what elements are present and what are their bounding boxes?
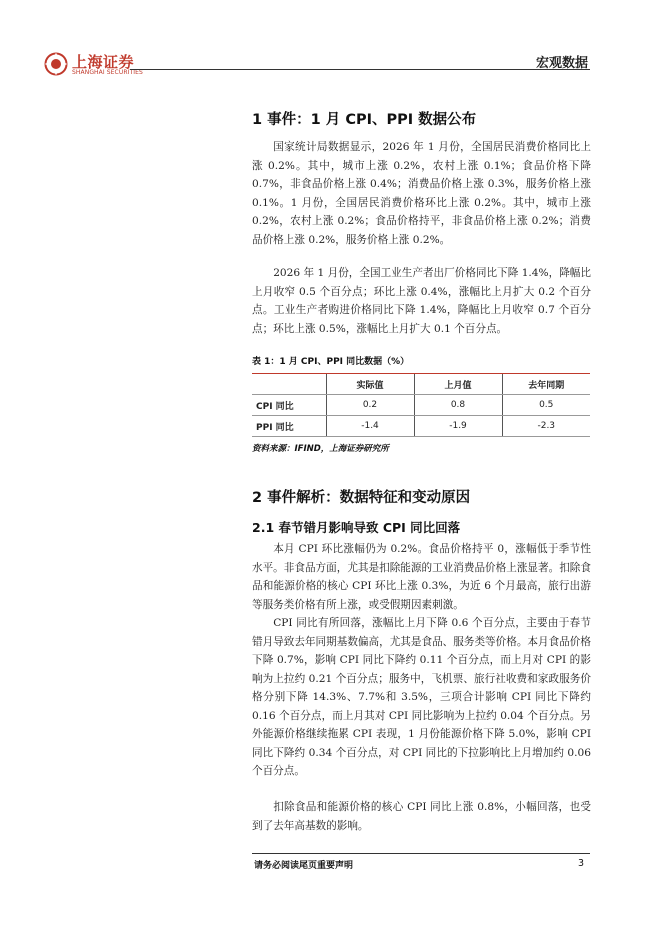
logo-english-name: SHANGHAI SECURITIES [72,69,143,76]
section-2-heading: 2 事件解析：数据特征和变动原因 [252,490,471,506]
section-1-heading: 1 事件：1 月 CPI、PPI 数据公布 [252,112,477,128]
header-divider [130,69,590,70]
disclaimer-note: 请务必阅读尾页重要声明 [254,861,354,871]
section-2-paragraph-2: CPI 同比有所回落，涨幅比上月下降 0.6 个百分点，主要由于春节错月导致去年同期基数偏高，尤其是食品、服务类等价格。本月食品价格下降 0.7%，影响 CPI 同比下降约 0.11 个百分点，而上月对 CPI 的影响为上拉约 0.21 个百分点；服务中，飞机票、旅行社收费和家政服务价格分别下降 14.3%、7.7%和 3.5%，三项合计影响 CPI 同比下降约 0.16 个百分点，而上月其对 CPI 同比影响为上拉约 0.04 个百分点。另外能源价格继续拖累 CPI 表现，1 月份能源价格下降 5.0%，影响 CPI 同比下降约 0.34 个百分点，对 CPI 同比的下拉影响比上月增加约 0.06 个百分点。 [252,617,591,777]
table-header-cell: 实际值 [326,374,414,395]
section-2-1-heading: 2.1 春节错月影响导致 CPI 同比回落 [252,520,461,535]
section-1-paragraph-1: 国家统计局数据显示，2026 年 1 月份，全国居民消费价格同比上涨 0.2%。其中，城市上涨 0.2%，农村上涨 0.1%；食品价格下降 0.7%，非食品价格上涨 0.4%；消费品价格上涨 0.3%，服务价格上涨 0.1%。1 月份，全国居民消费价格环比上涨 0.2%。其中，城市上涨 0.2%，农村上涨 0.2%；食品价格持平，非食品价格上涨 0.2%；消费品价格上涨 0.2%，服务价格上涨 0.2%。 [252,141,591,246]
table-cell: 0.5 [502,395,590,416]
table-header-cell [252,374,326,395]
logo-chinese-name: 上海证券 [72,53,135,71]
page-number: 3 [578,858,585,869]
table-row-label: CPI 同比 [252,395,326,416]
table-cell: 0.8 [414,395,502,416]
table-title: 表 1：1 月 CPI、PPI 同比数据（%） [252,357,410,367]
table-header-cell: 去年同期 [502,374,590,395]
table-cell: -2.3 [502,416,590,437]
table-cell: -1.4 [326,416,414,437]
table-row [252,395,590,416]
footer-divider [252,853,590,854]
report-category: 宏观数据 [535,56,588,71]
section-2-paragraph-3: 扣除食品和能源价格的核心 CPI 同比上涨 0.8%，小幅回落，也受到了去年高基数的影响。 [252,801,591,832]
table-header-cell: 上月值 [414,374,502,395]
shanghai-securities-logo-icon [44,52,68,76]
section-1-paragraph-2: 2026 年 1 月份，全国工业生产者出厂价格同比下降 1.4%，降幅比上月收窄 0.5 个百分点；环比上涨 0.4%，涨幅比上月扩大 0.2 个百分点。工业生产者购进价格同比下降 1.4%，降幅比上月收窄 0.7 个百分点；环比上涨 0.5%，涨幅比上月扩大 0.1 个百分点。 [252,267,591,335]
cpi-ppi-table [252,374,590,437]
table-source-note: 资料来源：IFIND，上海证券研究所 [252,444,389,454]
table-header-row [252,374,590,395]
brand-logo [44,50,144,78]
section-2-paragraph-1: 本月 CPI 环比涨幅仍为 0.2%。食品价格持平 0，涨幅低于季节性水平。非食品方面，尤其是扣除能源的工业消费品价格上涨显著。扣除食品和能源价格的核心 CPI 环比上涨 0.3%，为近 6 个月最高，旅行出游等服务类价格有所上涨，或受假期因素刺激。 [252,543,591,611]
table-cell: -1.9 [414,416,502,437]
table-row-label: PPI 同比 [252,416,326,437]
table-cell: 0.2 [326,395,414,416]
table-row [252,416,590,437]
